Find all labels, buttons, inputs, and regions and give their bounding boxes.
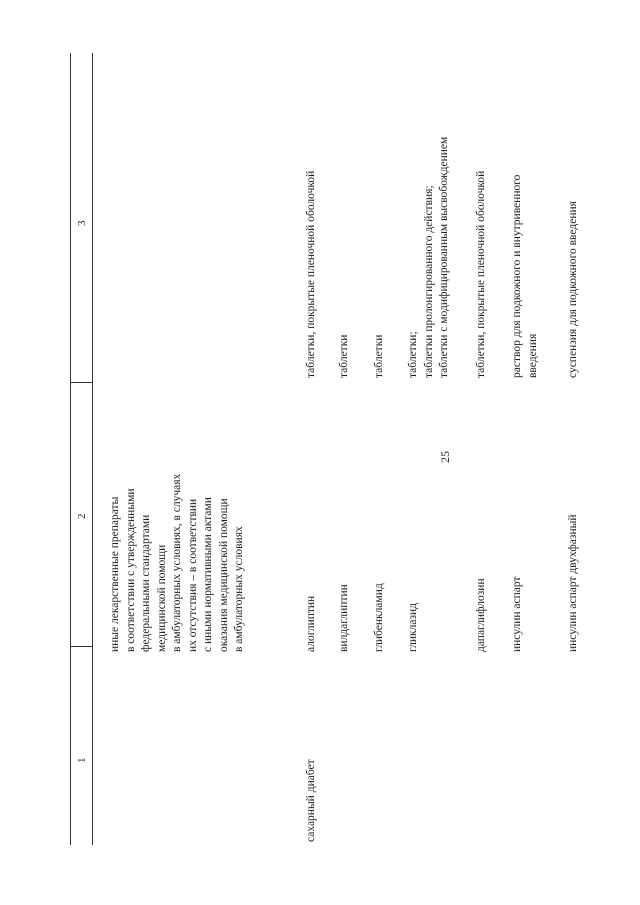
table-row-drug: алоглиптин — [305, 595, 317, 652]
table-row-drug: глибенкламид — [373, 583, 385, 652]
column-header-2: 2 — [76, 513, 88, 519]
form-line: суспензия для подкожного введения — [567, 201, 579, 378]
form-line: таблетки с модифицированным высвобождением — [438, 136, 450, 378]
form-line: таблетки — [338, 334, 350, 378]
form-line: таблетки пролонгированного действия; — [422, 185, 435, 378]
intro-line: оказания медицинской помощи — [217, 498, 230, 652]
table-row-drug: дапаглифлозин — [475, 578, 487, 652]
table-row-drug: инсулин аспарт — [511, 576, 523, 652]
column-header-1: 1 — [76, 757, 88, 763]
intro-line: их отсутствия – в соответствии — [186, 498, 199, 652]
form-line: таблетки; — [407, 331, 419, 378]
table-row-drug: гликлазид — [407, 602, 419, 652]
form-line: введения — [526, 333, 539, 378]
table-row-form — [510, 175, 541, 378]
intro-line: иные лекарственные препараты — [109, 496, 121, 652]
table-row-form — [474, 171, 490, 378]
intro-text — [108, 474, 248, 652]
table-row-form — [304, 171, 320, 378]
form-line: раствор для подкожного и внутривенного — [511, 174, 523, 378]
table-row-drug: вилдаглиптин — [338, 584, 350, 652]
form-line: таблетки, покрытые пленочной оболочкой — [475, 170, 487, 378]
table-top-border — [70, 53, 71, 845]
disease-name: сахарный диабет — [305, 759, 317, 842]
table-row-drug: инсулин аспарт двухфазный — [567, 514, 579, 652]
form-line: таблетки, покрытые пленочной оболочкой — [305, 170, 317, 378]
table-row-form — [372, 335, 388, 378]
column-divider-1 — [70, 646, 93, 647]
table-row-form — [337, 335, 353, 378]
table-row-form — [406, 137, 453, 378]
intro-line: в амбулаторных условиях, в случаях — [171, 473, 183, 652]
intro-line: с иными нормативными актами — [202, 497, 214, 652]
intro-line: в соответствии с утвержденными — [124, 488, 137, 652]
intro-line: в амбулаторных условиях — [233, 526, 245, 652]
column-header-3: 3 — [76, 220, 88, 226]
page-number: 25 — [438, 451, 452, 463]
table-row-form — [566, 201, 582, 378]
intro-line: федеральными стандартами — [140, 514, 152, 652]
header-bottom-border — [92, 53, 93, 845]
intro-line: медицинской помощи — [155, 544, 168, 652]
form-line: таблетки — [373, 334, 385, 378]
column-divider-2 — [70, 382, 93, 383]
